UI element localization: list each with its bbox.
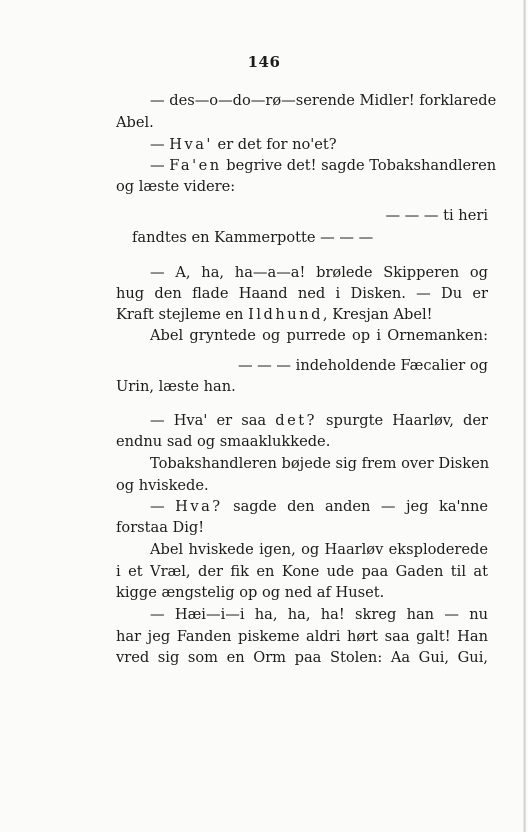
text-run: Abel gryntede og purrede op i Ornemanken: — [150, 327, 488, 344]
text-line — [116, 648, 488, 668]
text-line — [150, 156, 497, 176]
text-run: kigge ængstelig op og ned af Huset. — [116, 584, 385, 601]
text-line — [116, 206, 488, 226]
spaced-text: det? — [275, 412, 317, 429]
text-run: — des—o—do—rø—serende Midler! forklarede — [150, 92, 497, 109]
text-run: sagde den anden — jeg ka'nne — [222, 498, 488, 515]
text-run: har jeg Fanden piskeme aldri hørt saa galt! Han — [116, 628, 488, 645]
text-line — [150, 135, 488, 155]
text-run: — — [150, 157, 170, 174]
text-line — [116, 562, 488, 582]
text-line — [116, 284, 488, 304]
text-run: hug den flade Haand ned i Disken. — Du er — [116, 285, 488, 302]
text-run: — Hæi—i—i ha, ha, ha! skreg han — nu — [150, 606, 488, 623]
text-run: Tobakshandleren bøjede sig frem over Disken — [150, 455, 490, 472]
text-line — [116, 305, 488, 325]
text-line — [116, 377, 488, 397]
text-run: og hviskede. — [116, 477, 209, 494]
page-edge — [523, 0, 526, 832]
text-run: begrive det! sagde Tobakshandleren — [221, 157, 497, 174]
text-run: er det for no'et? — [212, 136, 337, 153]
text-run: — — [150, 498, 176, 515]
text-run: — A, ha, ha—a—a! brølede Skipperen og — [150, 264, 488, 281]
text-run: fandtes en Kammerpotte — — — — [132, 229, 374, 246]
spaced-text: Hva? — [175, 498, 223, 515]
text-line — [116, 177, 488, 197]
text-line — [116, 627, 488, 647]
text-line — [150, 454, 488, 474]
text-run: og læste videre: — [116, 178, 236, 195]
text-run: i et Vræl, der fik en Kone ude paa Gaden til at — [116, 563, 488, 580]
text-line — [132, 228, 504, 248]
text-run: Abel hviskede igen, og Haarløv eksploderede — [150, 541, 488, 558]
text-run: Abel. — [116, 114, 154, 131]
spaced-text: Fa'en — [169, 157, 222, 174]
text-run: vred sig som en Orm paa Stolen: Aa Gui, Gui, — [116, 649, 488, 666]
text-run: Urin, læste han. — [116, 378, 236, 395]
text-run: spurgte Haarløv, der — [316, 412, 488, 429]
text-line — [150, 540, 488, 560]
text-line — [150, 497, 488, 517]
text-line — [150, 263, 488, 283]
text-line — [116, 356, 488, 376]
page-number: 146 — [247, 53, 281, 71]
text-run: forstaa Dig! — [116, 519, 205, 536]
text-line — [116, 476, 488, 496]
text-line — [116, 113, 488, 133]
text-line — [150, 326, 488, 346]
text-run: — — — indeholdende Fæcalier og — [237, 357, 488, 374]
text-line — [150, 605, 488, 625]
text-line — [116, 518, 488, 538]
spaced-text: Ildhund — [248, 306, 323, 323]
text-line — [116, 583, 488, 603]
text-run: Kraft stejleme en — [116, 306, 249, 323]
text-run: — Hva' er saa — [150, 412, 276, 429]
text-run: — — [150, 136, 170, 153]
text-line — [116, 432, 488, 452]
text-line — [150, 411, 488, 431]
spaced-text: Hva' — [169, 136, 213, 153]
text-line — [150, 91, 497, 111]
text-run: , Kresjan Abel! — [322, 306, 433, 323]
text-run: — — — ti heri — [385, 207, 488, 224]
text-run: endnu sad og smaaklukkede. — [116, 433, 331, 450]
